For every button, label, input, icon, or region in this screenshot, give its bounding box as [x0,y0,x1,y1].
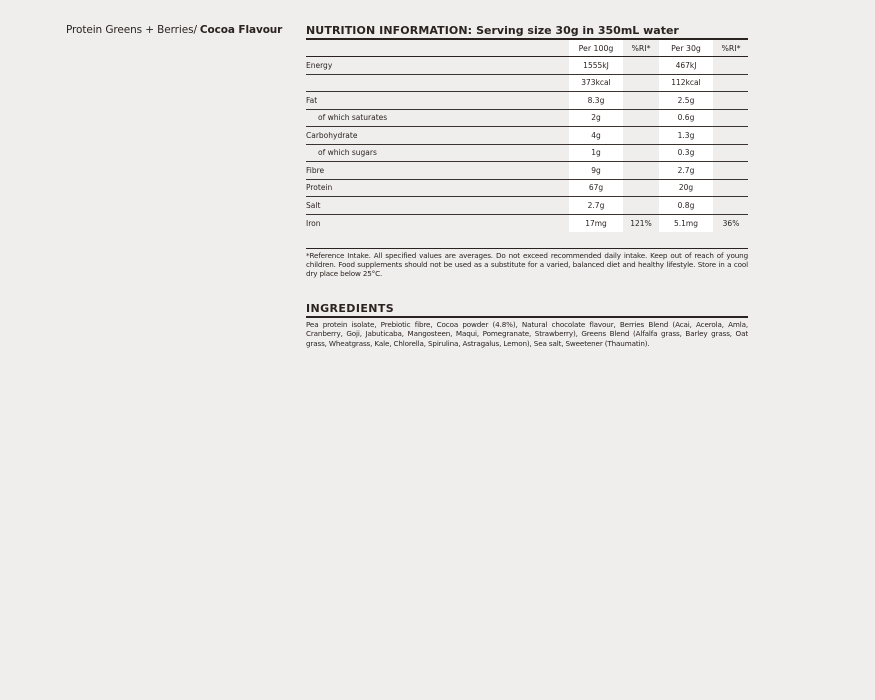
value-ri-30g [714,57,748,74]
nutrition-heading [306,24,748,37]
ingredients-title: INGREDIENTS [306,302,395,315]
value-ri-100g [624,197,658,214]
row-label: Carbohydrate [306,130,358,140]
header-ri-100g: %RI* [631,43,651,53]
row-label: of which sugars [318,148,377,158]
value-per100g: 1g [569,145,623,162]
value-ri-100g [624,162,658,179]
row-label: Energy [306,60,333,70]
value-ri-100g [624,110,658,127]
value-per100g: 8.3g [569,92,623,109]
table-row-protein [306,180,748,198]
header-per100g: Per 100g [569,40,623,56]
value-per100g: 9g [569,162,623,179]
row-label: Salt [306,200,321,210]
value-per100g: 2.7g [569,197,623,214]
table-row-sugars [306,145,748,163]
table-header-row [306,40,748,57]
product-flavour: Cocoa Flavour [199,24,283,36]
value-ri-30g [714,75,748,92]
value-per100g: 1555kJ [569,57,623,74]
value-per30g: 0.3g [659,145,713,162]
table-row-fat [306,92,748,110]
value-per100g: 2g [569,110,623,127]
value-ri-30g [714,145,748,162]
ingredients-list: Pea protein isolate, Prebiotic fibre, Cocoa powder (4.8%), Natural chocolate flavour, Berries Blend (Acai, Acerola, Amla, Cranberry, Goji, Jabuticaba, Mangosteen, Maqui, Pomegranate, Strawberry), Greens Blend (Alfalfa grass, Barley grass, Oat grass, Wheatgrass, Kale, Chlorella, Spirulina, Astragalus, Lemon), Sea salt, Sweetener (Thaumatin). [306,320,748,348]
value-ri-30g: 36% [722,218,740,228]
product-title [66,24,282,36]
product-name: Protein Greens + Berries/ [66,24,197,36]
header-ri-30g: %RI* [721,43,741,53]
header-per30g: Per 30g [659,40,713,56]
row-label: Iron [306,218,321,228]
value-ri-30g [714,127,748,144]
value-per100g: 373kcal [569,75,623,92]
row-label: Fat [306,95,318,105]
reference-intake-footnote: *Reference Intake. All specified values are averages. Do not exceed recommended daily intake. Keep out of reach of young children. Food supplements should not be used as a substitute for a varied, balanced diet and healthy lifestyle. Store in a cool dry place below 25°C. [306,248,748,279]
value-per30g: 467kJ [659,57,713,74]
table-row-fibre [306,162,748,180]
value-per30g: 1.3g [659,127,713,144]
value-per30g: 2.7g [659,162,713,179]
value-per30g: 5.1mg [659,215,713,233]
value-ri-100g: 121% [630,218,652,228]
value-ri-100g [624,92,658,109]
ingredients-divider [306,316,748,318]
table-row-iron [306,215,748,233]
value-per30g: 112kcal [659,75,713,92]
value-ri-30g [714,162,748,179]
value-ri-30g [714,92,748,109]
table-row-energy-kcal [306,75,748,93]
value-ri-100g [624,75,658,92]
nutrition-title: NUTRITION INFORMATION: [306,24,473,37]
nutrition-table [306,40,748,232]
value-ri-30g [714,180,748,197]
row-label [306,75,568,92]
table-row-saturates [306,110,748,128]
value-per30g: 0.8g [659,197,713,214]
value-ri-30g [714,110,748,127]
header-label-cell [306,40,568,56]
value-ri-100g [624,127,658,144]
value-per30g: 0.6g [659,110,713,127]
value-per100g: 67g [569,180,623,197]
table-row-carbohydrate [306,127,748,145]
row-label: of which saturates [318,113,388,123]
table-row-salt [306,197,748,215]
value-ri-100g [624,180,658,197]
serving-size: Serving size 30g in 350mL water [476,24,679,37]
table-row-energy-kj [306,57,748,75]
value-per100g: 17mg [569,215,623,233]
value-ri-100g [624,145,658,162]
row-label: Fibre [306,165,325,175]
value-ri-100g [624,57,658,74]
value-per100g: 4g [569,127,623,144]
value-per30g: 20g [659,180,713,197]
value-ri-30g [714,197,748,214]
row-label: Protein [306,183,333,193]
value-per30g: 2.5g [659,92,713,109]
